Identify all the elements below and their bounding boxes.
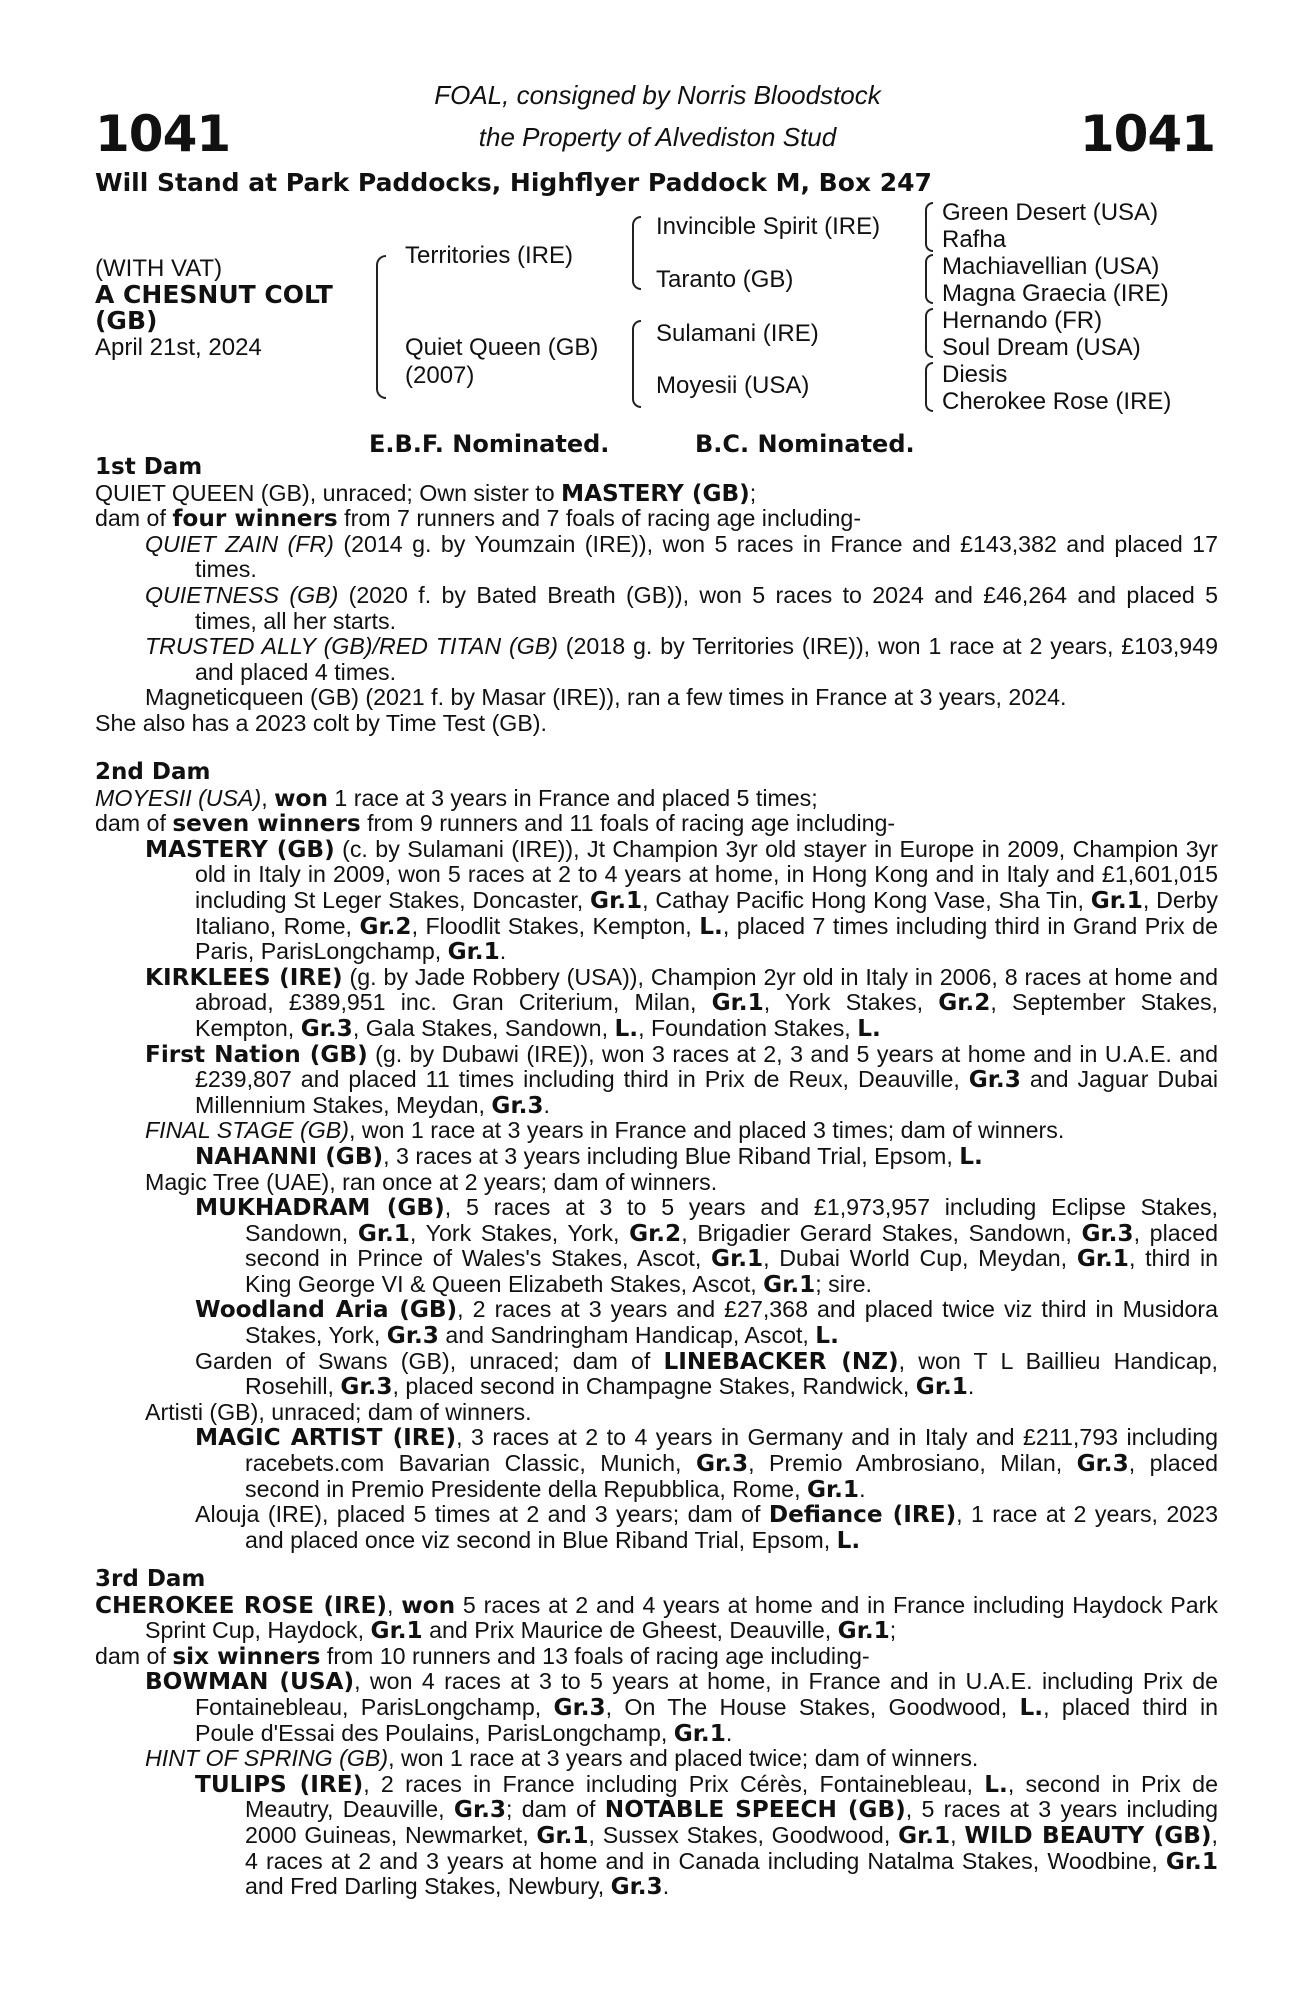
produce-note: She also has a 2023 colt by Time Test (GB). [95, 709, 547, 736]
sire: Territories (IRE) [405, 242, 574, 269]
vat-label: (WITH VAT) [95, 255, 223, 282]
produce-entry: MAGIC ARTIST (IRE), 3 races at 2 to 4 years in Germany and in Italy and £211,793 including racebets.com Bavarian Classic, Munich, Gr.3, Premio Ambrosiano, Milan, Gr.3, placed second in Premio Presidente della Repubblica, Rome, Gr.1. [195, 1424, 1218, 1503]
pedigree-brace-sire [632, 216, 641, 290]
produce-entry: QUIETNESS (GB) (2020 f. by Bated Breath (GB)), won 5 races to 2024 and £46,264 and placed 5 times, all her starts. [145, 581, 1218, 634]
third-dam-section [95, 1567, 1218, 1900]
produce-entry: First Nation (GB) (g. by Dubawi (IRE)), won 3 races at 2, 3 and 5 years at home and in U.A.E. and £239,807 and placed 11 times including third in Prix de Reux, Deauville, Gr.3 and Jaguar Dubai Millennium Stakes, Meydan, Gr.3. [145, 1040, 1218, 1119]
gg-1: Green Desert (USA) [942, 199, 1159, 226]
gg-2: Rafha [942, 226, 1007, 253]
gg-8: Cherokee Rose (IRE) [942, 388, 1172, 415]
produce-entry: Garden of Swans (GB), unraced; dam of LINEBACKER (NZ), won T L Baillieu Handicap, Rosehill, Gr.3, placed second in Champagne Stakes, Randwick, Gr.1. [195, 1347, 1218, 1401]
dam-dam: Moyesii (USA) [656, 372, 810, 399]
produce-entry: MUKHADRAM (GB), 5 races at 3 to 5 years and £1,973,957 including Eclipse Stakes, Sandown, Gr.1, York Stakes, York, Gr.2, Brigadier Gerard Stakes, Sandown, Gr.3, placed second in Prince of Wales's Stakes, Ascot, Gr.1, Dubai World Cup, Meydan, Gr.1, third in King George VI & Queen Elizabeth Stakes, Ascot, Gr.1; sire. [195, 1194, 1219, 1298]
pedigree-brace-main [376, 255, 386, 399]
produce-entry: FINAL STAGE (GB), won 1 race at 3 years in France and placed 3 times; dam of winners. [145, 1117, 1065, 1144]
produce-entry: TRUSTED ALLY (GB)/RED TITAN (GB) (2018 g. by Territories (IRE)), won 1 race at 2 years, £103,949 and placed 4 times. [145, 633, 1218, 685]
lot-number-left: 1041 [95, 105, 231, 163]
pedigree-brace-3b [925, 254, 933, 304]
foaling-date: April 21st, 2024 [95, 334, 262, 361]
first-dam-produce: dam of four winners from 7 runners and 7 foals of racing age including- [95, 505, 862, 533]
second-dam-produce: dam of seven winners from 9 runners and 11 foals of racing age including- [95, 810, 896, 838]
third-dam-intro: CHEROKEE ROSE (IRE), won 5 races at 2 and 4 years at home and in France including Haydock Park Sprint Cup, Haydock, Gr.1 and Prix Maurice de Gheest, Deauville, Gr.1; [95, 1591, 1218, 1645]
produce-entry: Woodland Aria (GB), 2 races at 3 years and £27,368 and placed twice viz third in Musidora Stakes, York, Gr.3 and Sandringham Handicap, Ascot, L. [195, 1296, 1219, 1350]
first-dam-section [95, 455, 1218, 737]
lot-number-right: 1041 [1079, 105, 1215, 163]
produce-entry: QUIET ZAIN (FR) (2014 g. by Youmzain (IRE)), won 5 races in France and £143,382 and placed 17 times. [145, 530, 1218, 583]
dam-year: (2007) [405, 362, 475, 389]
third-dam-heading: 3rd Dam [95, 1566, 206, 1592]
gg-6: Soul Dream (USA) [942, 334, 1141, 361]
first-dam-heading: 1st Dam [95, 454, 203, 480]
sire-dam: Taranto (GB) [656, 266, 794, 293]
sire-sire: Invincible Spirit (IRE) [656, 213, 881, 240]
horse-origin: (GB) [95, 306, 158, 335]
gg-3: Machiavellian (USA) [942, 253, 1160, 280]
pedigree-brace-3d [925, 362, 933, 412]
produce-entry: HINT OF SPRING (GB), won 1 race at 3 years and placed twice; dam of winners. [145, 1745, 979, 1772]
property-line: the Property of Alvediston Stud [478, 122, 837, 152]
pedigree-brace-dam [632, 320, 641, 408]
produce-entry: MASTERY (GB) (c. by Sulamani (IRE)), Jt Champion 3yr old stayer in Europe in 2009, Champion 3yr old in Italy in 2009, won 5 races at 2 to 4 years at home, in Hong Kong and in Italy and £1,601,015 including St Leger Stakes, Doncaster, Gr.1, Cathay Pacific Hong Kong Vase, Sha Tin, Gr.1, Derby Italiano, Rome, Gr.2, Floodlit Stakes, Kempton, L., placed 7 times including third in Grand Prix de Paris, ParisLongchamp, Gr.1. [145, 835, 1218, 966]
gg-5: Hernando (FR) [942, 307, 1103, 334]
third-dam-produce: dam of six winners from 10 runners and 13 foals of racing age including- [95, 1642, 870, 1670]
produce-entry: TULIPS (IRE), 2 races in France including Prix Cérès, Fontainebleau, L., second in Prix de Meautry, Deauville, Gr.3; dam of NOTABLE SPEECH (GB), 5 races at 3 years including 2000 Guineas, Newmarket, Gr.1, Sussex Stakes, Goodwood, Gr.1, WILD BEAUTY (GB), 4 races at 2 and 3 years at home and in Canada including Natalma Stakes, Woodbine, Gr.1 and Fred Darling Stakes, Newbury, Gr.3. [195, 1770, 1219, 1901]
second-dam-intro: MOYESII (USA), won 1 race at 3 years in France and placed 5 times; [95, 784, 818, 812]
stand-location: Will Stand at Park Paddocks, Highflyer Paddock M, Box 247 [95, 168, 932, 197]
produce-entry: Artisti (GB), unraced; dam of winners. [145, 1398, 532, 1425]
produce-entry: Magneticqueen (GB) (2021 f. by Masar (IRE)), ran a few times in France at 3 years, 2024. [145, 684, 1067, 711]
ebf-nomination: E.B.F. Nominated. [369, 430, 610, 458]
bc-nomination: B.C. Nominated. [695, 430, 915, 458]
produce-entry: Magic Tree (UAE), ran once at 2 years; dam of winners. [145, 1168, 718, 1195]
second-dam-heading: 2nd Dam [95, 759, 211, 785]
dam-sire: Sulamani (IRE) [656, 320, 819, 347]
first-dam-intro: QUIET QUEEN (GB), unraced; Own sister to MASTERY (GB); [95, 479, 757, 507]
horse-name: A CHESNUT COLT [95, 280, 333, 309]
produce-entry: Alouja (IRE), placed 5 times at 2 and 3 years; dam of Defiance (IRE), 1 race at 2 years, 2023 and placed once viz second in Blue Riband Trial, Epsom, L. [195, 1501, 1218, 1554]
consignor-line: FOAL, consigned by Norris Bloodstock [434, 80, 881, 110]
produce-entry: BOWMAN (USA), won 4 races at 3 to 5 years at home, in France and in U.A.E. including Prix de Fontainebleau, ParisLongchamp, Gr.3, On The House Stakes, Goodwood, L., placed third in Poule d'Essai des Poulains, ParisLongchamp, Gr.1. [145, 1668, 1218, 1747]
pedigree-brace-3a [925, 202, 933, 252]
second-dam-section [95, 760, 1218, 1553]
produce-entry: NAHANNI (GB), 3 races at 3 years including Blue Riband Trial, Epsom, L. [195, 1142, 983, 1170]
pedigree-brace-3c [925, 308, 933, 358]
dam: Quiet Queen (GB) [405, 334, 599, 361]
produce-entry: KIRKLEES (IRE) (g. by Jade Robbery (USA)), Champion 2yr old in Italy in 2006, 8 races at home and abroad, £389,951 inc. Gran Criterium, Milan, Gr.1, York Stakes, Gr.2, September Stakes, Kempton, Gr.3, Gala Stakes, Sandown, L., Foundation Stakes, L. [145, 963, 1218, 1042]
gg-4: Magna Graecia (IRE) [942, 280, 1169, 307]
gg-7: Diesis [942, 361, 1008, 388]
